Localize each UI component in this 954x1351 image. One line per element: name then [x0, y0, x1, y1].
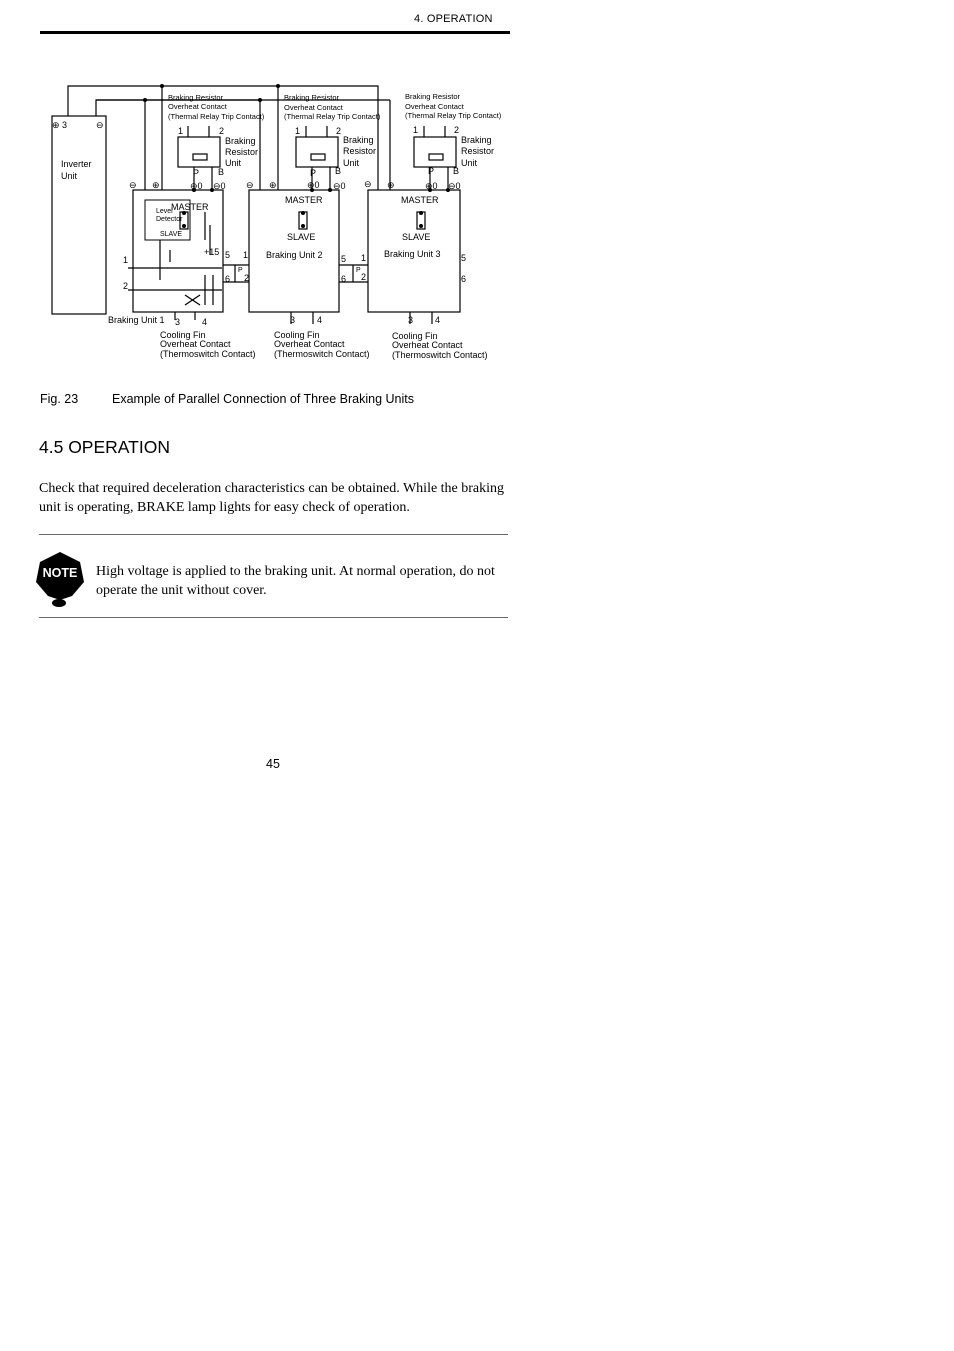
resistor-unit-2 [296, 137, 338, 167]
u3-t1: 1 [361, 253, 367, 263]
r3-t2: 2 [454, 125, 460, 135]
note-top-rule [39, 534, 508, 535]
figure-number: Fig. 23 [40, 392, 79, 406]
u3-plus: ⊕ [387, 180, 395, 190]
u1-level-det: Level [156, 208, 173, 215]
u2-master: MASTER [285, 195, 323, 205]
resistor-unit-1-label-a: Braking [225, 136, 256, 146]
cooling-1-b: Overheat Contact [160, 339, 231, 349]
resistor-contact-3-b: Overheat Contact [405, 102, 464, 111]
r3-p: P [428, 166, 435, 176]
cooling-1-a: Cooling Fin [160, 330, 206, 340]
resistor-unit-1-label-b: Resistor [225, 147, 259, 157]
r1-t2: 2 [219, 126, 225, 136]
u2-t3: 3 [290, 315, 296, 325]
resistor-unit-1 [178, 137, 220, 167]
resistor-unit-2-label-c: Unit [343, 158, 360, 168]
resistor-contact-1-b: Overheat Contact [168, 102, 227, 111]
cooling-3-b: Overheat Contact [392, 340, 463, 350]
resistor-contact-1-c: (Thermal Relay Trip Contact) [168, 112, 265, 121]
resistor-unit-3 [414, 137, 456, 167]
u3-n0: ⊖0 [448, 181, 461, 191]
running-header: 4. OPERATION [414, 13, 493, 25]
resistor-unit-3-label-a: Braking [461, 135, 492, 145]
inverter-plus-label: ⊕ 3 [52, 120, 68, 130]
u1-p0: ⊕0 [190, 181, 203, 191]
u1-t2l: 2 [123, 281, 129, 291]
u1-t3: 3 [175, 317, 181, 327]
u2-slave: SLAVE [287, 232, 316, 242]
u3-t3: 3 [408, 315, 414, 325]
u2-minus: ⊖ [246, 180, 254, 190]
page-number: 45 [266, 757, 280, 771]
u3-t2: 2 [361, 272, 367, 282]
u3-slave: SLAVE [402, 232, 431, 242]
resistor-unit-2-label-b: Resistor [343, 146, 377, 156]
u1-label: Braking Unit 1 [108, 315, 165, 325]
u2-t5: 5 [341, 254, 347, 264]
resistor-unit-3-label-b: Resistor [461, 146, 495, 156]
resistor-contact-3-a: Braking Resistor [405, 92, 461, 101]
r1-t1: 1 [178, 126, 184, 136]
u2-p-link: P [356, 267, 361, 274]
u2-plus: ⊕ [269, 180, 277, 190]
cooling-1-c: (Thermoswitch Contact) [160, 349, 256, 359]
u1-t1r: 1 [243, 250, 249, 260]
inverter-unit-label: Inverter [61, 159, 92, 169]
cooling-3-a: Cooling Fin [392, 331, 438, 341]
u1-t5: 5 [225, 250, 231, 260]
u2-t4: 4 [317, 315, 323, 325]
u1-slave: SLAVE [160, 231, 183, 238]
u3-label: Braking Unit 3 [384, 249, 441, 259]
u1-plus: ⊕ [152, 180, 160, 190]
figure-caption: Example of Parallel Connection of Three Braking Units [112, 392, 415, 406]
u1-t1l: 1 [123, 255, 129, 265]
note-text: High voltage is applied to the braking unit. At normal operation, do not operate the unit without cover. [96, 564, 495, 598]
section-heading: 4.5 OPERATION [39, 437, 170, 457]
u3-t4: 4 [435, 315, 441, 325]
resistor-unit-1-label-c: Unit [225, 158, 242, 168]
inverter-unit-box [52, 116, 106, 314]
u1-level-det-2: Detector [156, 216, 183, 223]
cooling-2-c: (Thermoswitch Contact) [274, 349, 370, 359]
cooling-3-c: (Thermoswitch Contact) [392, 350, 488, 360]
resistor-contact-1-a: Braking Resistor [168, 93, 224, 102]
note-icon-label: NOTE [42, 566, 78, 580]
r2-t2: 2 [336, 126, 342, 136]
u1-plus15: +15 [204, 247, 220, 257]
resistor-unit-3-label-c: Unit [461, 158, 478, 168]
note-icon [36, 552, 84, 610]
u2-t6: 6 [341, 274, 347, 284]
u1-t2r: 2 [244, 273, 250, 283]
r2-b: B [335, 166, 342, 176]
u3-t6: 6 [461, 274, 467, 284]
r2-t1: 1 [295, 126, 301, 136]
u1-t4: 4 [202, 317, 208, 327]
r1-b: B [218, 167, 225, 177]
note-bottom-rule [39, 617, 508, 618]
body-paragraph: Check that required deceleration characteristics can be obtained. While the braking unit is operating, BRAKE lamp lights for easy check of operation. [39, 481, 505, 515]
wiring-diagram [0, 0, 954, 380]
u1-master: MASTER [171, 202, 209, 212]
inverter-unit-label-2: Unit [61, 171, 78, 181]
r3-b: B [453, 166, 460, 176]
resistor-contact-2-b: Overheat Contact [284, 103, 343, 112]
r1-p: P [193, 168, 200, 178]
resistor-contact-2-a: Braking Resistor [284, 93, 340, 102]
resistor-contact-3-c: (Thermal Relay Trip Contact) [405, 111, 502, 120]
u1-t6: 6 [225, 274, 231, 284]
r2-p: P [310, 168, 317, 178]
u3-master: MASTER [401, 195, 439, 205]
u1-minus: ⊖ [129, 180, 137, 190]
resistor-contact-2-c: (Thermal Relay Trip Contact) [284, 112, 381, 121]
u3-p0: ⊕0 [425, 181, 438, 191]
u2-n0: ⊖0 [333, 181, 346, 191]
cooling-2-b: Overheat Contact [274, 339, 345, 349]
u2-p0: ⊕0 [307, 180, 320, 190]
cooling-2-a: Cooling Fin [274, 330, 320, 340]
u3-minus: ⊖ [364, 179, 372, 189]
u1-p-link: P [238, 267, 243, 274]
r3-t1: 1 [413, 125, 419, 135]
u1-n0: ⊖0 [213, 181, 226, 191]
u3-t5: 5 [461, 253, 467, 263]
u2-label: Braking Unit 2 [266, 250, 323, 260]
inverter-minus-label: ⊖ [96, 120, 104, 130]
resistor-unit-2-label-a: Braking [343, 135, 374, 145]
